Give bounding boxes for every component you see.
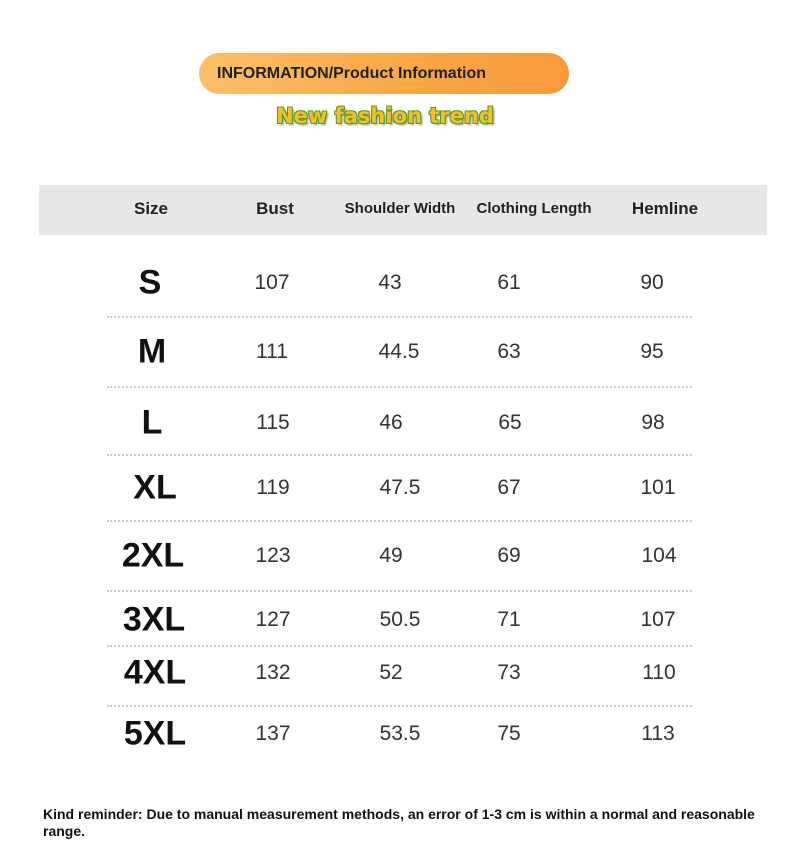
hemline-value: 98 [641,411,665,434]
bust-value: 123 [255,544,291,567]
clothing-length-value: 69 [497,544,521,567]
bust-value: 107 [254,271,290,294]
size-table-header [39,185,767,235]
clothing-length-value: 61 [497,271,521,294]
size-label: M [137,332,167,371]
hemline-value: 104 [641,544,677,567]
hemline-value: 90 [640,271,664,294]
header-clothing-length: Clothing Length [476,200,592,217]
hemline-value: 95 [640,340,664,363]
size-label: 3XL [122,600,186,639]
clothing-length-value: 75 [497,722,521,745]
header-size: Size [133,199,169,218]
header-shoulder-width: Shoulder Width [344,200,456,217]
bust-value: 137 [255,722,291,745]
measurement-reminder: Kind reminder: Due to manual measurement methods, an error of 1-3 cm is within a normal and reasonable range. [43,806,755,839]
bust-value: 119 [256,476,290,499]
size-label: S [138,263,162,302]
shoulder-width-value: 53.5 [379,722,421,745]
header-hemline: Hemline [631,199,699,218]
bust-value: 132 [255,661,291,684]
hemline-value: 110 [642,661,676,684]
hemline-value: 107 [640,608,676,631]
size-label: XL [133,468,177,507]
shoulder-width-value: 43 [378,271,402,294]
clothing-length-value: 73 [497,661,521,684]
clothing-length-value: 63 [497,340,521,363]
shoulder-width-value: 49 [379,544,403,567]
hemline-value: 113 [641,722,675,745]
product-information-banner [199,53,569,94]
clothing-length-value: 67 [497,476,521,499]
row-divider [107,454,692,456]
row-divider [107,705,692,707]
bust-value: 127 [255,608,291,631]
shoulder-width-value: 44.5 [378,340,420,363]
size-label: 4XL [123,653,187,692]
size-label: 2XL [121,536,185,575]
fashion-trend-tagline: New fashion trend [276,104,494,128]
clothing-length-value: 65 [498,411,522,434]
banner-label: INFORMATION/Product Information [217,64,487,82]
bust-value: 115 [256,411,290,434]
row-divider [107,316,692,318]
shoulder-width-value: 52 [379,661,403,684]
bust-value: 111 [256,340,288,363]
row-divider [107,590,692,592]
shoulder-width-value: 46 [379,411,403,434]
row-divider [107,386,692,388]
shoulder-width-value: 47.5 [379,476,421,499]
header-bust: Bust [256,199,294,218]
shoulder-width-value: 50.5 [379,608,421,631]
row-divider [107,520,692,522]
size-label: L [141,403,163,442]
clothing-length-value: 71 [497,608,521,631]
row-divider [107,645,692,647]
size-label: 5XL [123,714,187,753]
hemline-value: 101 [640,476,676,499]
